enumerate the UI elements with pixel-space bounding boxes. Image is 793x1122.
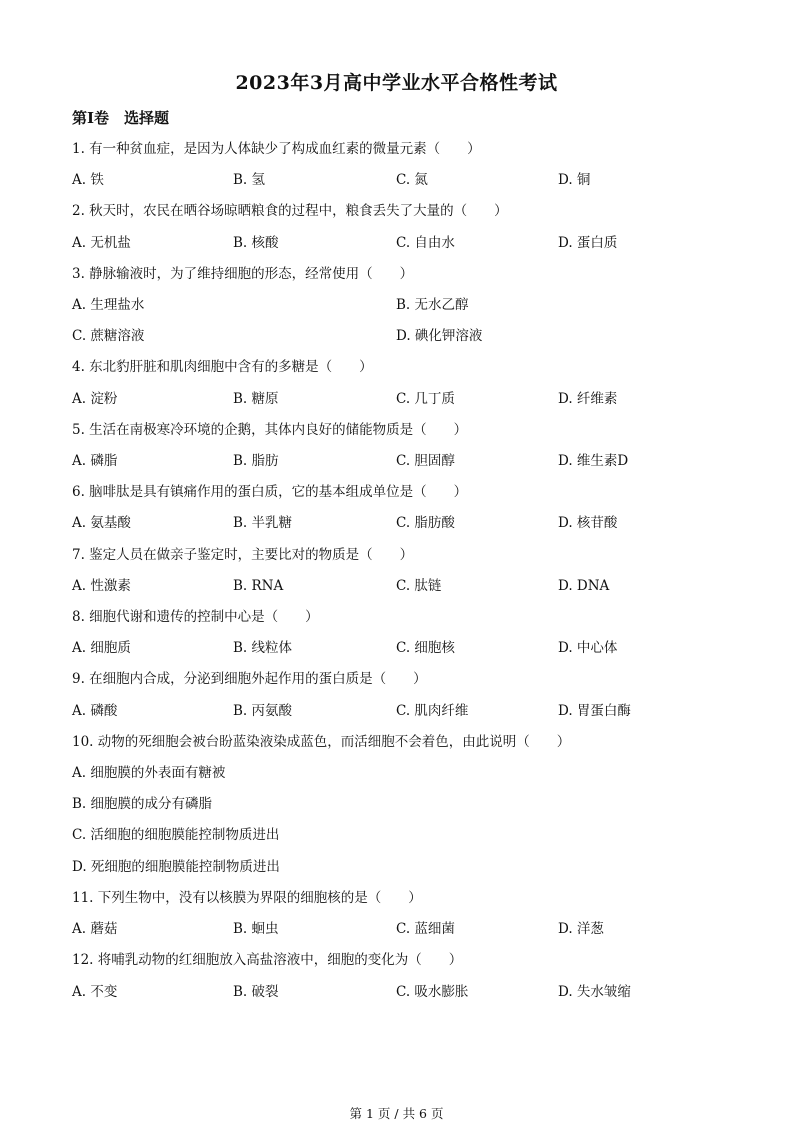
option-5-c: C. 胆固醇 (396, 453, 455, 469)
option-11-a: A. 蘑菇 (72, 921, 118, 937)
option-6-d: D. 核苷酸 (558, 515, 618, 531)
option-8-d: D. 中心体 (558, 640, 618, 656)
option-4-b: B. 糖原 (233, 391, 279, 407)
option-3-b: B. 无水乙醇 (396, 297, 469, 313)
option-7-d: D. DNA (558, 578, 610, 594)
option-11-d: D. 洋葱 (558, 921, 604, 937)
exam-title: 2023年3月高中学业水平合格性考试 (235, 72, 558, 94)
question-stem-5: 5. 生活在南极寒冷环境的企鹅，其体内良好的储能物质是（ ） (72, 422, 468, 438)
option-10-a: A. 细胞膜的外表面有糖被 (72, 765, 226, 781)
option-9-a: A. 磷酸 (72, 703, 118, 719)
question-stem-10: 10. 动物的死细胞会被台盼蓝染液染成蓝色，而活细胞不会着色，由此说明（ ） (72, 734, 571, 750)
option-9-b: B. 丙氨酸 (233, 703, 293, 719)
option-4-c: C. 几丁质 (396, 391, 455, 407)
option-5-b: B. 脂肪 (233, 453, 279, 469)
option-2-c: C. 自由水 (396, 235, 455, 251)
option-6-a: A. 氨基酸 (72, 515, 131, 531)
option-7-a: A. 性激素 (72, 578, 131, 594)
option-12-d: D. 失水皱缩 (558, 984, 631, 1000)
option-12-b: B. 破裂 (233, 984, 279, 1000)
option-2-b: B. 核酸 (233, 235, 279, 251)
option-10-c: C. 活细胞的细胞膜能控制物质进出 (72, 827, 280, 843)
option-3-c: C. 蔗糖溶液 (72, 328, 145, 344)
option-1-d: D. 铜 (558, 172, 591, 188)
question-stem-2: 2. 秋天时，农民在晒谷场晾晒粮食的过程中，粮食丢失了大量的（ ） (72, 203, 508, 219)
option-3-d: D. 碘化钾溶液 (396, 328, 483, 344)
question-stem-7: 7. 鉴定人员在做亲子鉴定时，主要比对的物质是（ ） (72, 547, 414, 563)
option-8-c: C. 细胞核 (396, 640, 455, 656)
option-6-b: B. 半乳糖 (233, 515, 293, 531)
option-2-a: A. 无机盐 (72, 235, 131, 251)
option-1-a: A. 铁 (72, 172, 104, 188)
option-5-a: A. 磷脂 (72, 453, 118, 469)
option-1-b: B. 氢 (233, 172, 266, 188)
question-stem-6: 6. 脑啡肽是具有镇痛作用的蛋白质，它的基本组成单位是（ ） (72, 484, 468, 500)
option-2-d: D. 蛋白质 (558, 235, 618, 251)
option-4-a: A. 淀粉 (72, 391, 118, 407)
option-8-a: A. 细胞质 (72, 640, 131, 656)
option-9-c: C. 肌肉纤维 (396, 703, 469, 719)
option-3-a: A. 生理盐水 (72, 297, 145, 313)
question-stem-1: 1. 有一种贫血症，是因为人体缺少了构成血红素的微量元素（ ） (72, 141, 481, 157)
option-12-c: C. 吸水膨胀 (396, 984, 469, 1000)
question-stem-3: 3. 静脉输液时，为了维持细胞的形态，经常使用（ ） (72, 266, 414, 282)
option-9-d: D. 胃蛋白酶 (558, 703, 631, 719)
question-stem-11: 11. 下列生物中，没有以核膜为界限的细胞核的是（ ） (72, 890, 422, 906)
question-stem-8: 8. 细胞代谢和遗传的控制中心是（ ） (72, 609, 319, 625)
option-11-c: C. 蓝细菌 (396, 921, 455, 937)
option-10-b: B. 细胞膜的成分有磷脂 (72, 796, 213, 812)
option-5-d: D. 维生素D (558, 453, 629, 469)
question-stem-4: 4. 东北豹肝脏和肌肉细胞中含有的多糖是（ ） (72, 359, 373, 375)
option-10-d: D. 死细胞的细胞膜能控制物质进出 (72, 859, 280, 875)
option-8-b: B. 线粒体 (233, 640, 293, 656)
option-6-c: C. 脂肪酸 (396, 515, 455, 531)
option-1-c: C. 氮 (396, 172, 428, 188)
option-4-d: D. 纤维素 (558, 391, 618, 407)
option-7-c: C. 肽链 (396, 578, 442, 594)
option-12-a: A. 不变 (72, 984, 118, 1000)
question-stem-12: 12. 将哺乳动物的红细胞放入高盐溶液中，细胞的变化为（ ） (72, 952, 463, 968)
page-footer: 第 1 页 / 共 6 页 (349, 1106, 444, 1121)
question-stem-9: 9. 在细胞内合成，分泌到细胞外起作用的蛋白质是（ ） (72, 671, 427, 687)
option-11-b: B. 蛔虫 (233, 921, 279, 937)
option-7-b: B. RNA (233, 578, 284, 594)
section-heading: 第Ⅰ卷 选择题 (72, 109, 170, 127)
